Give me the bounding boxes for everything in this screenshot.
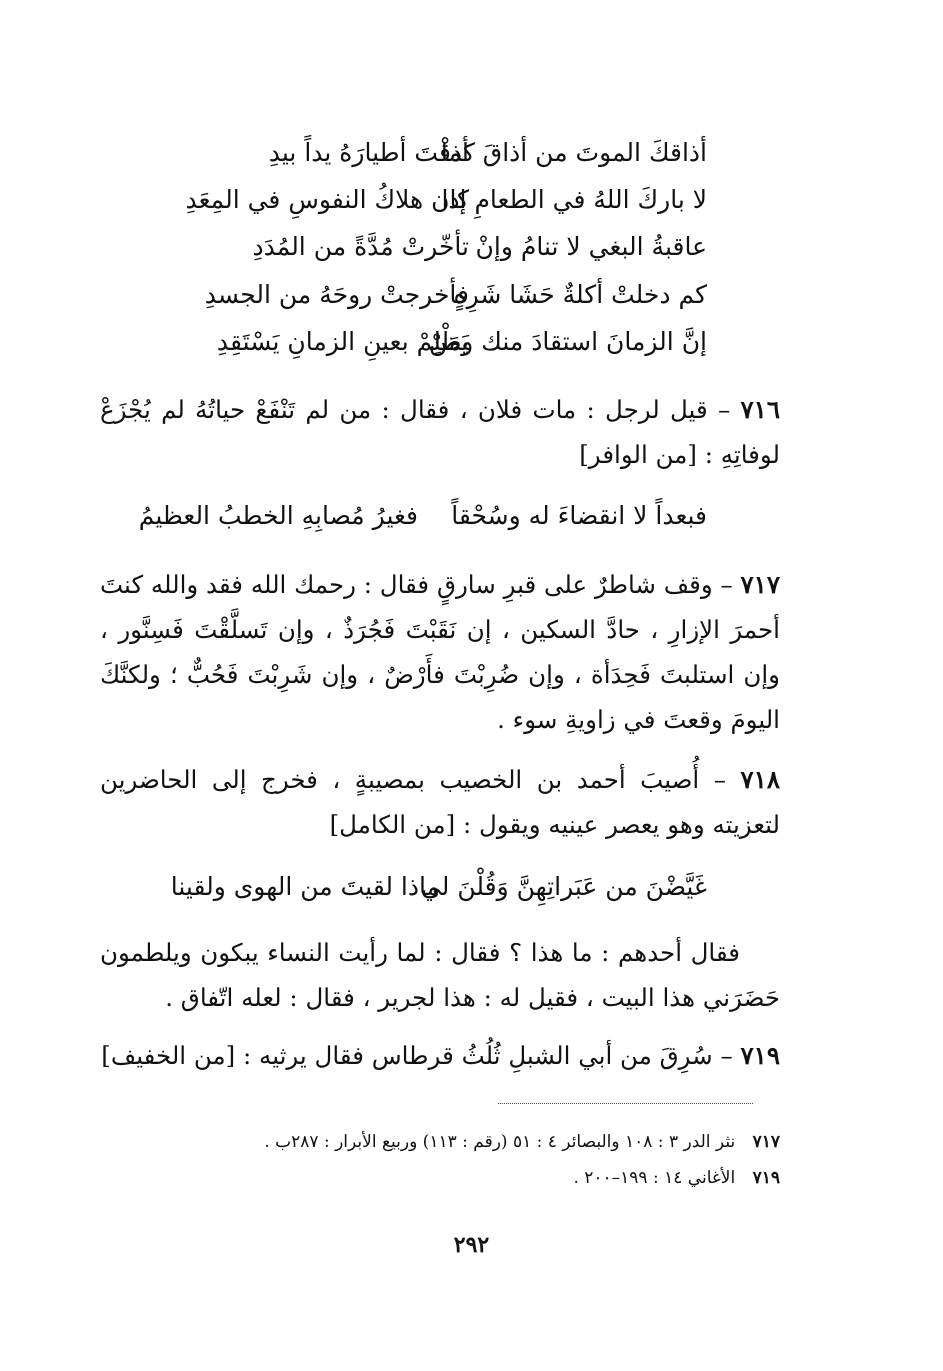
entry-text: – قيل لرجل : مات فلان ، فقال : من لم تَنْفَعْ حياتُهُ لم يُجْزَعْ لوفاتِهِ : — [100, 395, 780, 469]
poem-line — [0, 130, 943, 176]
poem-line — [0, 319, 943, 365]
verse-line — [0, 493, 943, 539]
entry-716-paragraph — [100, 387, 780, 477]
meter-label: [من الكامل] — [329, 810, 456, 839]
poem-hemistich-second: يَظْلِمْ بعينِ الزمانِ يَسْتَقِدِ — [216, 327, 469, 356]
meter-label: [من الوافر] — [579, 440, 697, 469]
footnote-number: ٧١٩ — [752, 1168, 780, 1188]
entry-718-continuation: فقال أحدهم : ما هذا ؟ فقال : لما رأيت النساء يبكون ويلطمون حَضَرَني هذا البيت ، فقيل له : هذا لجرير ، فقال : لعله اتّفاق . — [100, 938, 780, 1012]
meter-label: [من الخفيف] — [101, 1041, 236, 1070]
verse-line — [0, 864, 943, 910]
entry-number: ٧١٧ — [740, 570, 780, 599]
verse-hemistich-first: غَيَّضْنَ من عَبَراتِهِنَّ وَقُلْنَ لي — [420, 872, 707, 901]
poem-line — [0, 177, 943, 223]
entry-717-paragraph — [100, 562, 780, 742]
footnote-text: نثر الدر ٣ : ١٠٨ والبصائر ٤ : ٥١ (رقم : ١١٣) وربيع الأبرار : ٢٨٧ب . — [264, 1132, 736, 1152]
footnote — [80, 1164, 780, 1192]
poem-hemistich-second: كان هلاكُ النفوسِ في المِعَدِ — [185, 185, 469, 214]
entry-718-paragraph — [100, 757, 780, 847]
entry-number: ٧١٨ — [740, 765, 780, 794]
entry-text: – أُصيبَ أحمد بن الخصيب بمصيبةٍ ، فخرج إلى الحاضرين لتعزيته وهو يعصر عينيه ويقول : — [100, 765, 780, 839]
entry-number: ٧١٩ — [740, 1041, 780, 1070]
entry-719-paragraph — [100, 1033, 780, 1078]
entry-text: – سُرِقَ من أبي الشبلِ ثُلُثُ قرطاس فقال يرثيه : — [243, 1041, 733, 1070]
poem-hemistich-second: أذقْتَ أطيارَهُ يداً بيدِ — [268, 138, 469, 167]
poem-hemistich-first: أذاقكَ الموتَ من أذاقَ كما — [440, 138, 707, 167]
entry-number: ٧١٦ — [740, 395, 780, 424]
poem-hemistich-first: لا باركَ اللهُ في الطعامِ إذا — [441, 185, 707, 214]
footnote — [80, 1128, 780, 1156]
verse-hemistich-second: ماذا لقيتَ من الهوى ولقينا — [170, 872, 440, 901]
verse-hemistich-first: فبعداً لا انقضاءَ له وسُحْقاً — [451, 501, 707, 530]
footnote-divider — [498, 1103, 753, 1104]
poem-line — [0, 272, 943, 318]
page-number: ٢٩٢ — [453, 1232, 490, 1258]
entry-text: – وقف شاطرٌ على قبرِ سارقٍ فقال : رحمك الله فقد والله كنتَ أحمرَ الإزارِ ، حادَّ السكين ، إن نَقَبْتَ فَجُرَذٌ ، وإن تَسلَّقْتَ فَسِنَّور ، وإن استلبتَ فَحِدَأة ، وإن ضُرِبْتَ فأَرْضٌ ، وإن شَرِبْتَ فَحُبٌّ ؛ ولكنَّكَ اليومَ وقعتَ في زاويةِ سوء . — [100, 570, 780, 734]
poem-hemistich-first: عاقبةُ البغي لا تنامُ وإنْ — [475, 232, 707, 261]
verse-hemistich-second: فغيرُ مُصابِهِ الخطبُ العظيمُ — [138, 501, 418, 530]
poem-hemistich-first: إنَّ الزمانَ استقادَ منك ومَنْ — [428, 327, 707, 356]
footnote-text: الأغاني ١٤ : ١٩٩–٢٠٠ . — [573, 1168, 736, 1188]
footnote-number: ٧١٧ — [752, 1132, 780, 1152]
poem-line — [0, 224, 943, 270]
poem-hemistich-first: كم دخلتْ أكلةٌ حَشَا شَرِهٍ — [453, 280, 707, 309]
poem-hemistich-second: فأخرجتْ روحَهُ من الجسدِ — [204, 280, 469, 309]
poem-hemistich-second: تأخّرتْ مُدَّةً من المُدَدِ — [252, 232, 469, 261]
